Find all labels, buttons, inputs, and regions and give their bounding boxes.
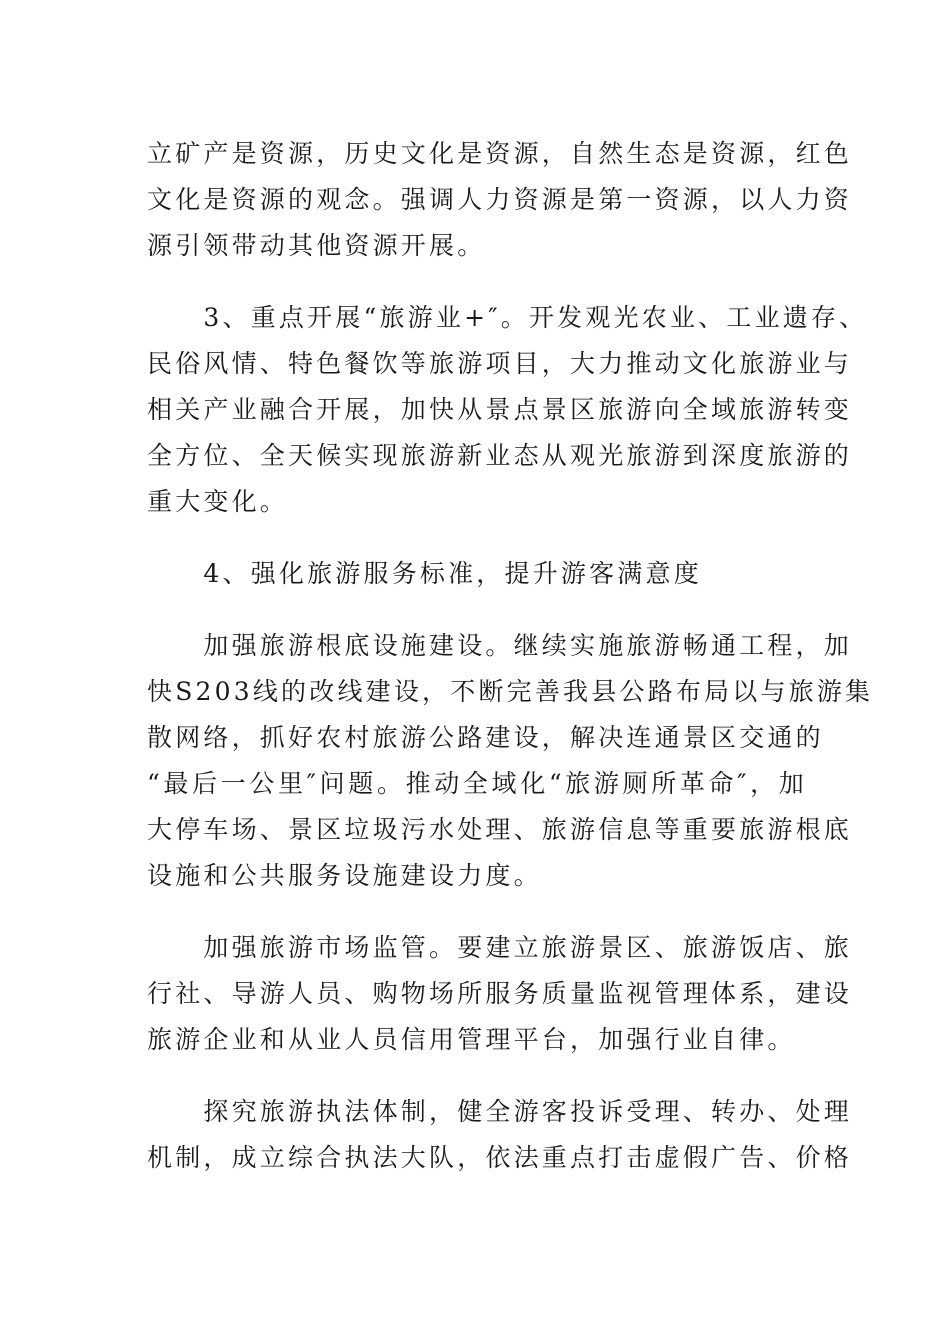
text-line: 民俗风情、特色餐饮等旅游项目，大力推动文化旅游业与 bbox=[147, 349, 853, 378]
text-line: 相关产业融合开展，加快从景点景区旅游向全域旅游转变 bbox=[147, 395, 853, 424]
text-line: 重大变化。 bbox=[147, 487, 289, 516]
text-line: 大停车场、景区垃圾污水处理、旅游信息等重要旅游根底 bbox=[147, 815, 853, 844]
paragraph-gap bbox=[147, 899, 807, 925]
document-body bbox=[147, 131, 874, 1181]
section-heading-service-standards bbox=[147, 551, 807, 597]
text-line: 3、重点开展“旅游业+″。开发观光农业、工业遗存、 bbox=[147, 303, 868, 332]
text-line: 源引领带动其他资源开展。 bbox=[147, 231, 486, 260]
text-line: 快S203线的改线建设，不断完善我县公路布局以与旅游集 bbox=[147, 677, 874, 706]
text-line: 文化是资源的观念。强调人力资源是第一资源，以人力资 bbox=[147, 185, 853, 214]
section-heading: 4、强化旅游服务标准，提升游客满意度 bbox=[147, 559, 702, 588]
text-line: 加强旅游根底设施建设。继续实施旅游畅通工程，加 bbox=[147, 631, 853, 660]
text-line: 机制，成立综合执法大队，依法重点打击虚假广告、价格 bbox=[147, 1143, 853, 1172]
paragraph-tourism-plus bbox=[147, 295, 868, 525]
text-line: 设施和公共服务设施建设力度。 bbox=[147, 861, 542, 890]
paragraph-gap bbox=[147, 269, 807, 295]
paragraph-gap bbox=[147, 525, 807, 551]
paragraph-resources bbox=[147, 131, 853, 269]
paragraph-market-supervision bbox=[147, 925, 853, 1063]
text-line: 加强旅游市场监管。要建立旅游景区、旅游饭店、旅 bbox=[147, 933, 853, 962]
paragraph-gap bbox=[147, 1063, 807, 1089]
paragraph-infrastructure bbox=[147, 623, 874, 899]
text-line: 探究旅游执法体制，健全游客投诉受理、转办、处理 bbox=[147, 1097, 853, 1126]
paragraph-gap bbox=[147, 597, 807, 623]
text-line: 散网络，抓好农村旅游公路建设，解决连通景区交通的 bbox=[147, 723, 824, 752]
text-line: 旅游企业和从业人员信用管理平台，加强行业自律。 bbox=[147, 1025, 796, 1054]
paragraph-law-enforcement bbox=[147, 1089, 853, 1181]
text-line: “最后一公里″问题。推动全域化“旅游厕所革命″，加 bbox=[147, 769, 807, 798]
text-line: 立矿产是资源，历史文化是资源，自然生态是资源，红色 bbox=[147, 139, 853, 168]
text-line: 行社、导游人员、购物场所服务质量监视管理体系，建设 bbox=[147, 979, 853, 1008]
text-line: 全方位、全天候实现旅游新业态从观光旅游到深度旅游的 bbox=[147, 441, 853, 470]
